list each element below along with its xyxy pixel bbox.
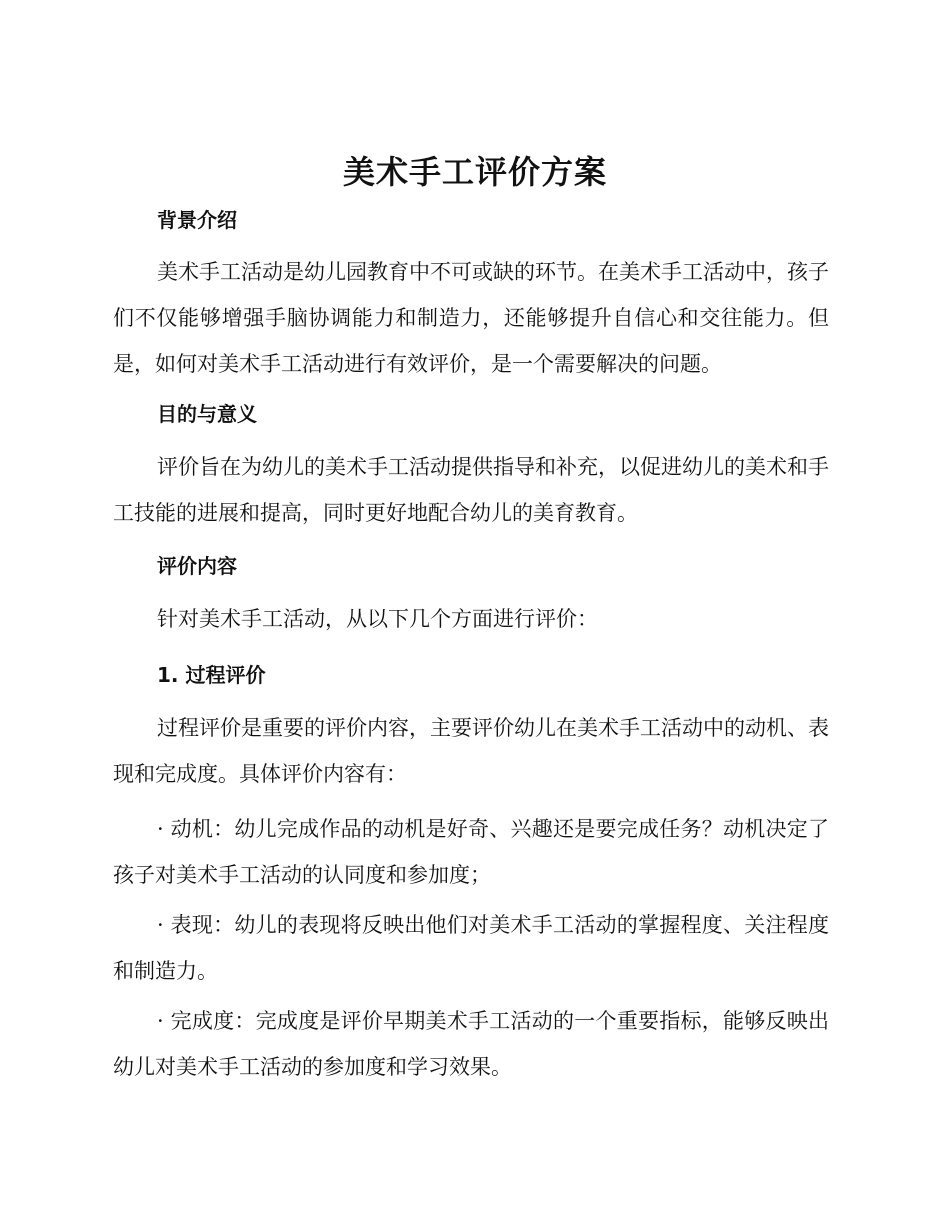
bullet-item-performance: · 表现：幼儿的表现将反映出他们对美术手工活动的掌握程度、关注程度和制造力。 [113, 913, 829, 983]
section-heading-content: 评价内容 [157, 554, 237, 578]
bullet-item-motivation: · 动机：幼儿完成作品的动机是好奇、兴趣还是要完成任务？动机决定了孩子对美术手工活动的认同度和参加度； [113, 817, 829, 887]
bullet-item-completion: · 完成度：完成度是评价早期美术手工活动的一个重要指标，能够反映出幼儿对美术手工活动的参加度和学习效果。 [113, 1009, 829, 1079]
section-heading-purpose: 目的与意义 [157, 402, 257, 426]
document-title: 美术手工评价方案 [342, 153, 607, 191]
section-body-background: 美术手工活动是幼儿园教育中不可或缺的环节。在美术手工活动中，孩子们不仅能够增强手脑协调能力和制造力，还能够提升自信心和交往能力。但是，如何对美术手工活动进行有效评价，是一个需要解决的问题。 [113, 260, 829, 376]
section-body-process: 过程评价是重要的评价内容，主要评价幼儿在美术手工活动中的动机、表现和完成度。具体评价内容有： [113, 716, 829, 786]
section-body-content: 针对美术手工活动，从以下几个方面进行评价： [157, 607, 598, 631]
section-body-purpose: 评价旨在为幼儿的美术手工活动提供指导和补充，以促进幼儿的美术和手工技能的进展和提高，同时更好地配合幼儿的美育教育。 [113, 455, 829, 525]
section-heading-background: 背景介绍 [157, 208, 237, 232]
section-heading-process: 1. 过程评价 [157, 663, 266, 687]
